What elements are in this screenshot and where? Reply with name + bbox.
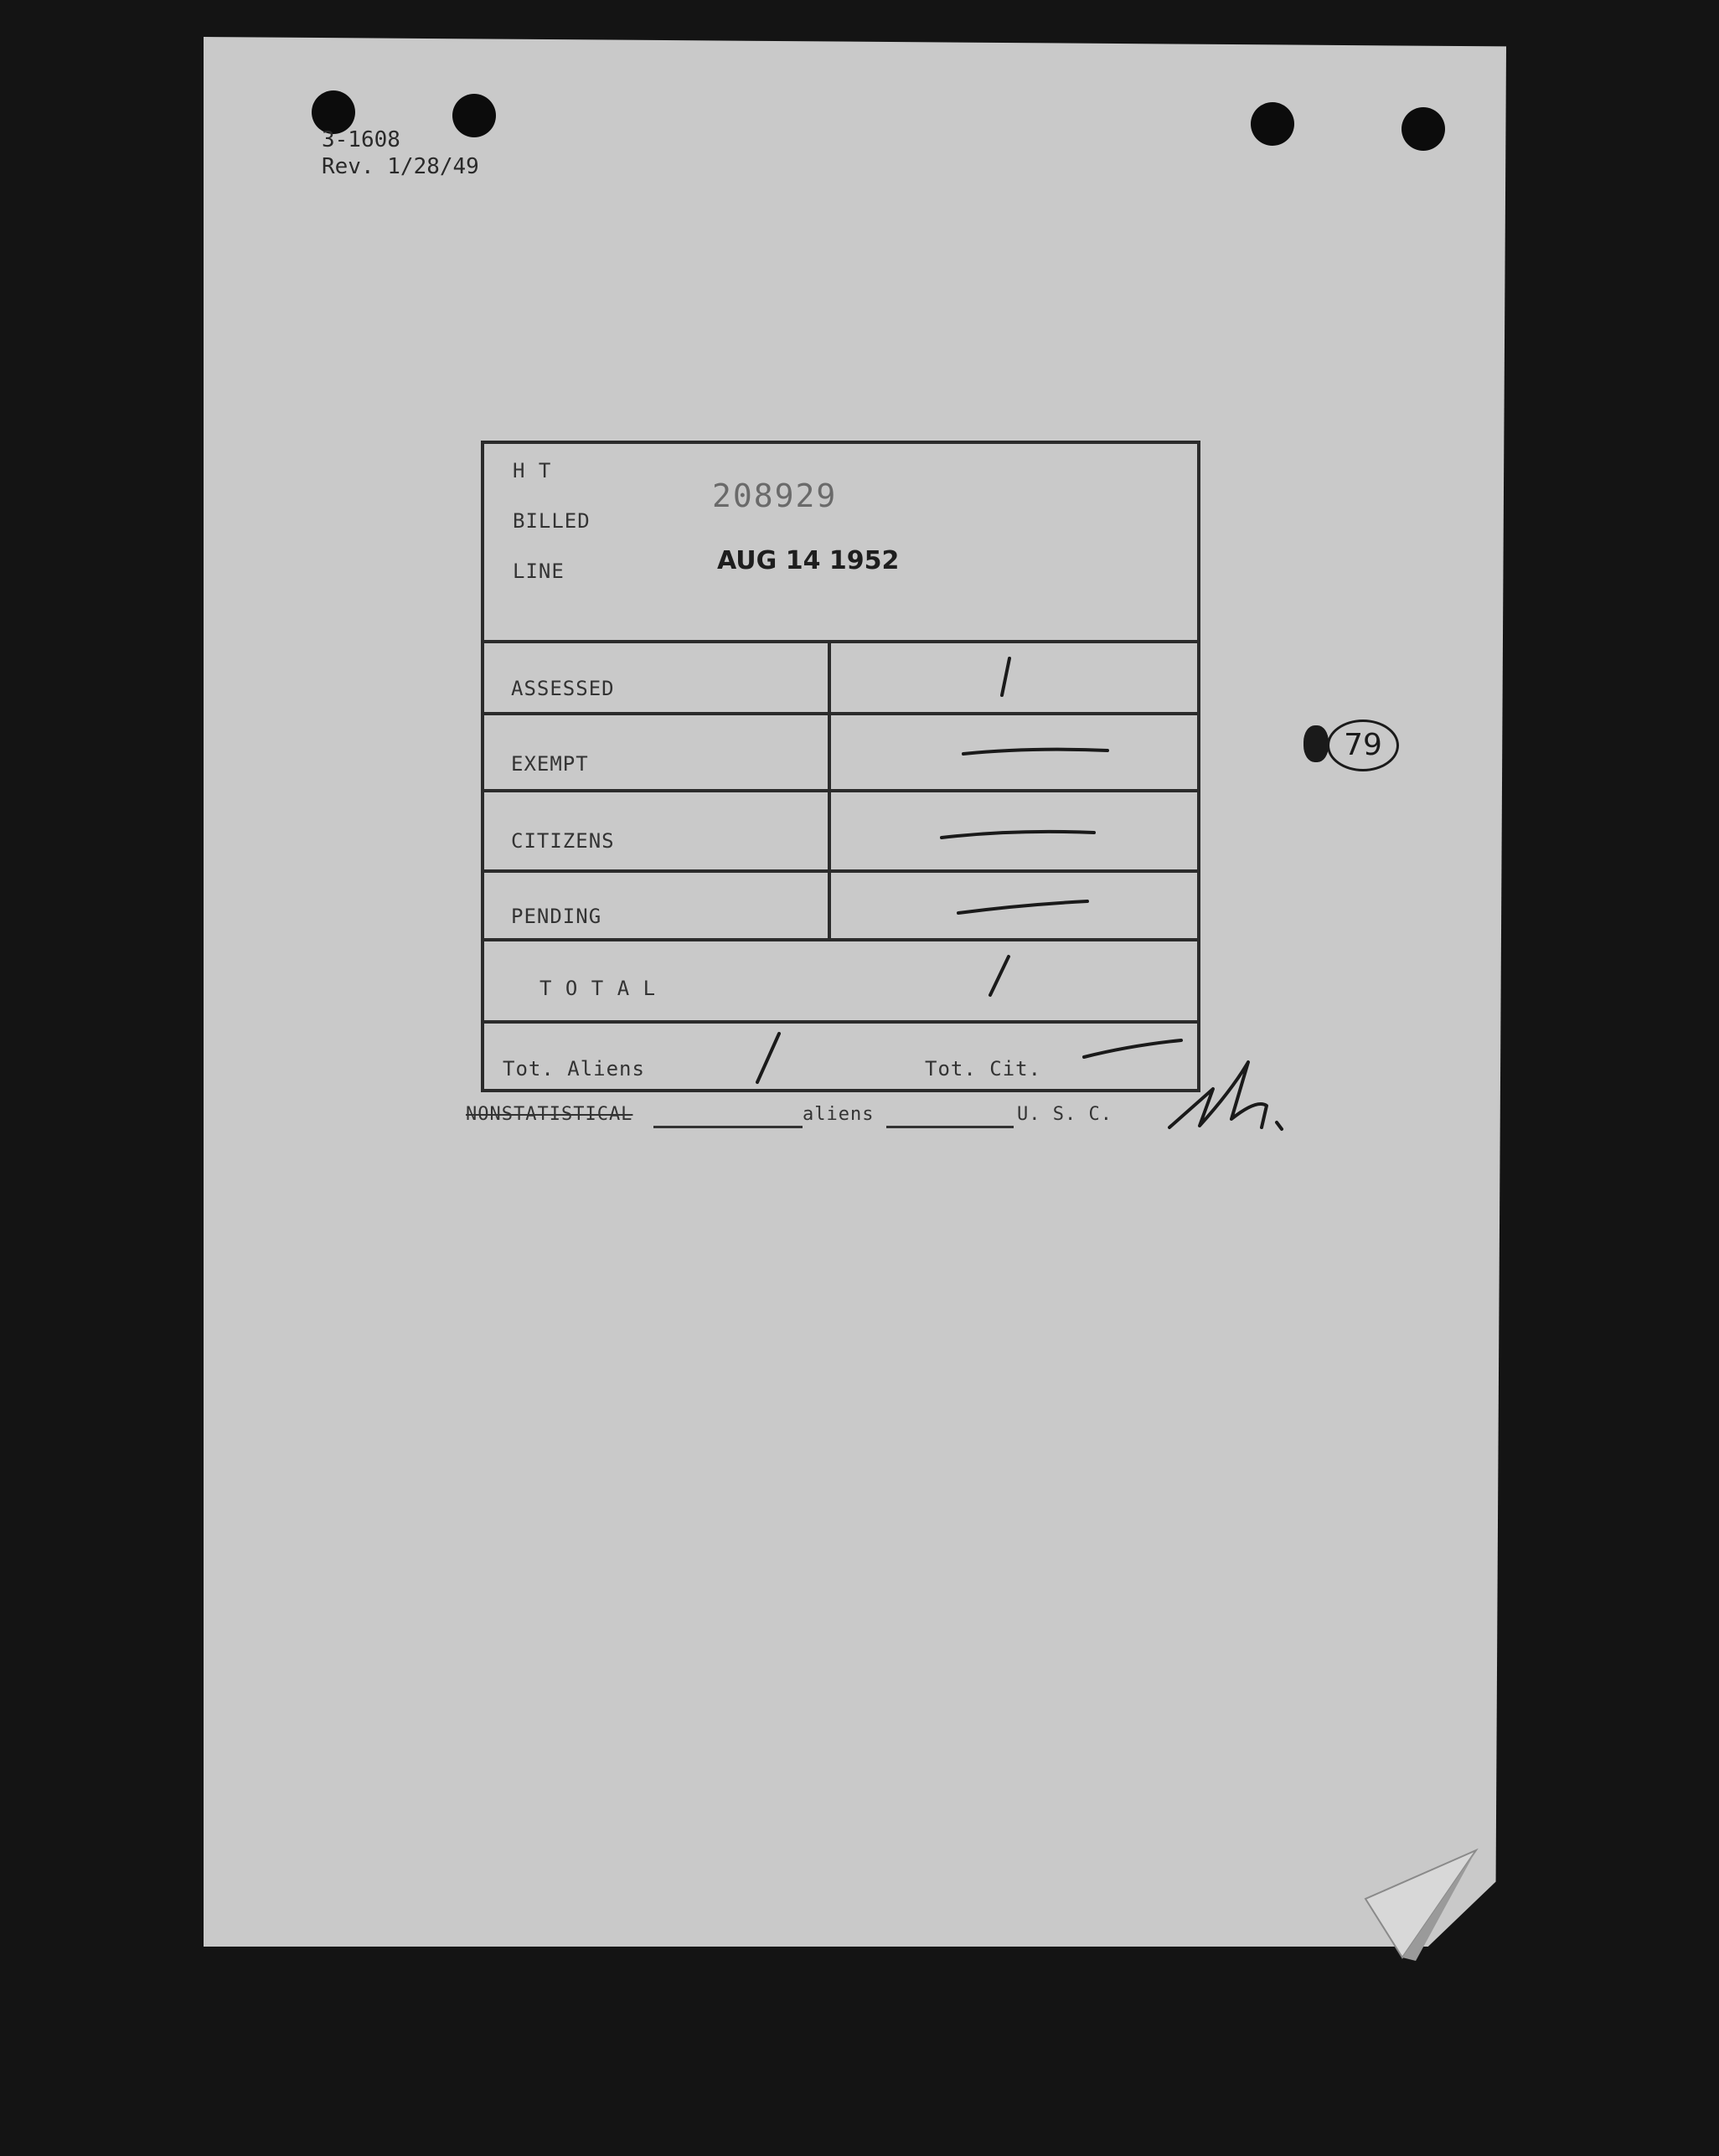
pending-label: PENDING: [511, 905, 602, 928]
pending-dash: [958, 901, 1087, 913]
tot-aliens-mark: [757, 1034, 779, 1082]
circled-page-number: 79: [1327, 720, 1399, 771]
aliens-label: aliens: [803, 1104, 875, 1125]
folded-corner: [1362, 1847, 1488, 1964]
citizens-dash: [942, 832, 1094, 838]
initials-signature: [1169, 1062, 1282, 1129]
usc-label: U. S. C.: [1017, 1104, 1112, 1125]
nonstatistical-label: NONSTATISTICAL: [466, 1104, 633, 1125]
total-label: T O T A L: [539, 977, 657, 1000]
tot-cit-label: Tot. Cit.: [925, 1057, 1042, 1081]
form-number: 3-1608: [322, 127, 400, 152]
total-tally-mark: [990, 957, 1009, 995]
ht-label: H T: [513, 459, 552, 482]
citizens-label: CITIZENS: [511, 829, 615, 853]
tot-aliens-label: Tot. Aliens: [503, 1057, 645, 1081]
exempt-label: EXEMPT: [511, 752, 589, 776]
tot-cit-dash: [1084, 1040, 1181, 1057]
exempt-dash: [963, 750, 1107, 754]
line-label: LINE: [513, 560, 565, 583]
billed-label: BILLED: [513, 509, 591, 533]
assessed-tally-mark: [1002, 658, 1009, 695]
stamp-date: AUG 14 1952: [717, 546, 900, 575]
assessed-label: ASSESSED: [511, 677, 615, 700]
form-revision: Rev. 1/28/49: [322, 154, 479, 179]
stamp-number: 208929: [712, 477, 838, 514]
